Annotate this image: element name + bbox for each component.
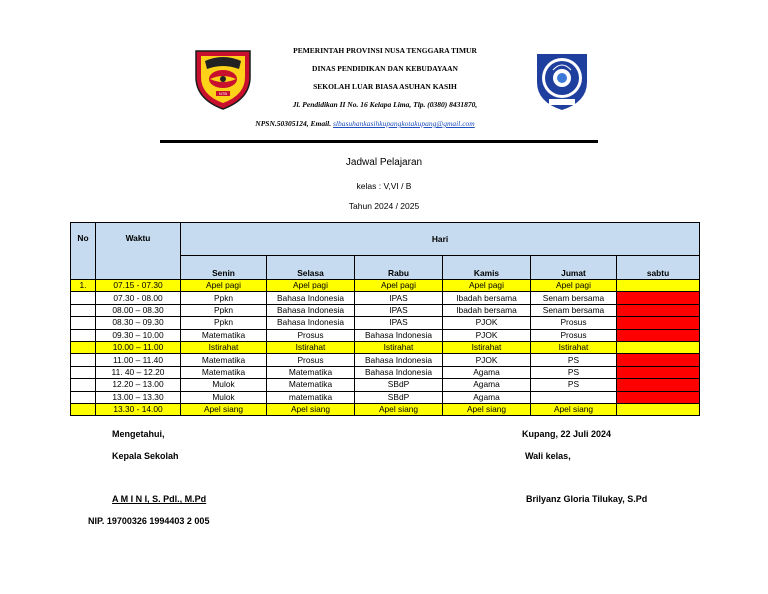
- letterhead-government: PEMERINTAH PROVINSI NUSA TENGGARA TIMUR: [293, 46, 477, 55]
- subject-cell: PS: [531, 354, 617, 366]
- saturday-cell: [617, 280, 700, 292]
- subject-cell: PJOK: [443, 317, 531, 329]
- subject-cell: Prosus: [267, 329, 355, 341]
- row-number: 1.: [71, 280, 96, 292]
- principal-title: Kepala Sekolah: [112, 451, 179, 461]
- saturday-cell: [617, 366, 700, 378]
- row-number: [71, 403, 96, 415]
- subject-cell: SBdP: [355, 379, 443, 391]
- subject-cell: Apel siang: [181, 403, 267, 415]
- subject-cell: Bahasa Indonesia: [267, 304, 355, 316]
- homeroom-title: Wali kelas,: [525, 451, 571, 461]
- email-link[interactable]: slbasuhankasihkupangkotakupang@gmail.com: [333, 119, 475, 128]
- subject-cell: Matematika: [267, 379, 355, 391]
- subject-cell: Bahasa Indonesia: [355, 329, 443, 341]
- time-cell: 11. 40 – 12.20: [96, 366, 181, 378]
- saturday-cell: [617, 391, 700, 403]
- subject-cell: Apel pagi: [181, 280, 267, 292]
- row-number: [71, 391, 96, 403]
- subject-cell: Senam bersama: [531, 304, 617, 316]
- saturday-cell: [617, 379, 700, 391]
- subject-cell: Ibadah bersama: [443, 304, 531, 316]
- subject-cell: Bahasa Indonesia: [267, 292, 355, 304]
- svg-text:NTB: NTB: [219, 91, 227, 96]
- table-row: [71, 329, 700, 341]
- table-row: [71, 292, 700, 304]
- time-cell: 07.15 - 07.30: [96, 280, 181, 292]
- time-cell: 07.30 - 08.00: [96, 292, 181, 304]
- subject-cell: Istirahat: [531, 341, 617, 353]
- header-waktu: Waktu: [96, 223, 181, 280]
- subject-cell: Prosus: [531, 317, 617, 329]
- letterhead: [240, 44, 530, 134]
- year-label: Tahun 2024 / 2025: [348, 201, 420, 211]
- letterhead-address: Jl. Pendidikan II No. 16 Kelapa Lima, Tlp. (0380) 8431870,: [292, 100, 478, 109]
- row-number: [71, 329, 96, 341]
- letterhead-divider: [160, 140, 598, 143]
- table-row: [71, 354, 700, 366]
- header-day: Rabu: [355, 256, 443, 280]
- subject-cell: PS: [531, 379, 617, 391]
- subject-cell: Apel siang: [355, 403, 443, 415]
- subject-cell: Apel pagi: [267, 280, 355, 292]
- saturday-cell: [617, 341, 700, 353]
- subject-cell: Matematika: [267, 366, 355, 378]
- row-number: [71, 304, 96, 316]
- subject-cell: Istirahat: [355, 341, 443, 353]
- row-number: [71, 341, 96, 353]
- subject-cell: Agama: [443, 366, 531, 378]
- letterhead-department: DINAS PENDIDIKAN DAN KEBUDAYAAN: [312, 64, 458, 73]
- subject-cell: Apel pagi: [443, 280, 531, 292]
- table-row: [71, 403, 700, 415]
- header-hari: Hari: [181, 223, 700, 256]
- subject-cell: Ppkn: [181, 317, 267, 329]
- time-cell: 11.00 – 11.40: [96, 354, 181, 366]
- subject-cell: Bahasa Indonesia: [355, 366, 443, 378]
- subject-cell: Senam bersama: [531, 292, 617, 304]
- time-cell: 13.30 - 14.00: [96, 403, 181, 415]
- subject-cell: Ibadah bersama: [443, 292, 531, 304]
- subject-cell: Apel siang: [531, 403, 617, 415]
- saturday-cell: [617, 292, 700, 304]
- table-row: [71, 379, 700, 391]
- subject-cell: IPAS: [355, 317, 443, 329]
- subject-cell: Apel pagi: [355, 280, 443, 292]
- subject-cell: Mulok: [181, 391, 267, 403]
- subject-cell: IPAS: [355, 292, 443, 304]
- table-row: [71, 341, 700, 353]
- row-number: [71, 292, 96, 304]
- row-number: [71, 317, 96, 329]
- principal-nip: NIP. 19700326 1994403 2 005: [88, 516, 210, 526]
- time-cell: 08.30 – 09.30: [96, 317, 181, 329]
- table-row: [71, 391, 700, 403]
- subject-cell: IPAS: [355, 304, 443, 316]
- subject-cell: SBdP: [355, 391, 443, 403]
- time-cell: 10.00 – 11.00: [96, 341, 181, 353]
- letterhead-npsn: NPSN.50305124, Email.: [255, 119, 332, 128]
- row-number: [71, 366, 96, 378]
- saturday-cell: [617, 354, 700, 366]
- table-row: [71, 304, 700, 316]
- header-day: Jumat: [531, 256, 617, 280]
- saturday-cell: [617, 317, 700, 329]
- subject-cell: [531, 391, 617, 403]
- subject-cell: Agama: [443, 379, 531, 391]
- header-day: Senin: [181, 256, 267, 280]
- header-day: Selasa: [267, 256, 355, 280]
- school-badge-logo: [531, 48, 593, 112]
- letterhead-school-name: SEKOLAH LUAR BIASA ASUHAN KASIH: [313, 82, 457, 91]
- subject-cell: Matematika: [181, 366, 267, 378]
- subject-cell: Istirahat: [443, 341, 531, 353]
- table-row: [71, 366, 700, 378]
- header-no: No: [71, 223, 96, 280]
- subject-cell: Istirahat: [181, 341, 267, 353]
- saturday-cell: [617, 329, 700, 341]
- saturday-cell: [617, 304, 700, 316]
- class-label: kelas : V,VI / B: [356, 181, 412, 191]
- table-row: [71, 280, 700, 292]
- row-number: [71, 379, 96, 391]
- subject-cell: Mulok: [181, 379, 267, 391]
- subject-cell: matematika: [267, 391, 355, 403]
- time-cell: 08.00 – 08.30: [96, 304, 181, 316]
- row-number: [71, 354, 96, 366]
- schedule-table: [70, 222, 700, 416]
- date-place: Kupang, 22 Juli 2024: [522, 429, 612, 439]
- subject-cell: Ppkn: [181, 292, 267, 304]
- time-cell: 13.00 – 13.30: [96, 391, 181, 403]
- header-day: sabtu: [617, 256, 700, 280]
- principal-name: A M I N I, S. Pdl., M.Pd: [112, 494, 207, 504]
- subject-cell: Bahasa Indonesia: [267, 317, 355, 329]
- subject-cell: Bahasa Indonesia: [355, 354, 443, 366]
- subject-cell: Prosus: [267, 354, 355, 366]
- saturday-cell: [617, 403, 700, 415]
- subject-cell: Agama: [443, 391, 531, 403]
- subject-cell: PS: [531, 366, 617, 378]
- subject-cell: Apel siang: [267, 403, 355, 415]
- subject-cell: Istirahat: [267, 341, 355, 353]
- subject-cell: Matematika: [181, 354, 267, 366]
- subject-cell: Ppkn: [181, 304, 267, 316]
- subject-cell: Apel pagi: [531, 280, 617, 292]
- time-cell: 12.20 – 13.00: [96, 379, 181, 391]
- table-row: [71, 317, 700, 329]
- subject-cell: Matematika: [181, 329, 267, 341]
- acknowledged-label: Mengetahui,: [112, 429, 165, 439]
- subject-cell: Prosus: [531, 329, 617, 341]
- subject-cell: PJOK: [443, 354, 531, 366]
- time-cell: 09.30 – 10.00: [96, 329, 181, 341]
- schedule-title: Jadwal Pelajaran: [345, 157, 423, 168]
- subject-cell: PJOK: [443, 329, 531, 341]
- subject-cell: Apel siang: [443, 403, 531, 415]
- homeroom-name: Brilyanz Gloria Tilukay, S.Pd: [526, 494, 648, 504]
- header-day: Kamis: [443, 256, 531, 280]
